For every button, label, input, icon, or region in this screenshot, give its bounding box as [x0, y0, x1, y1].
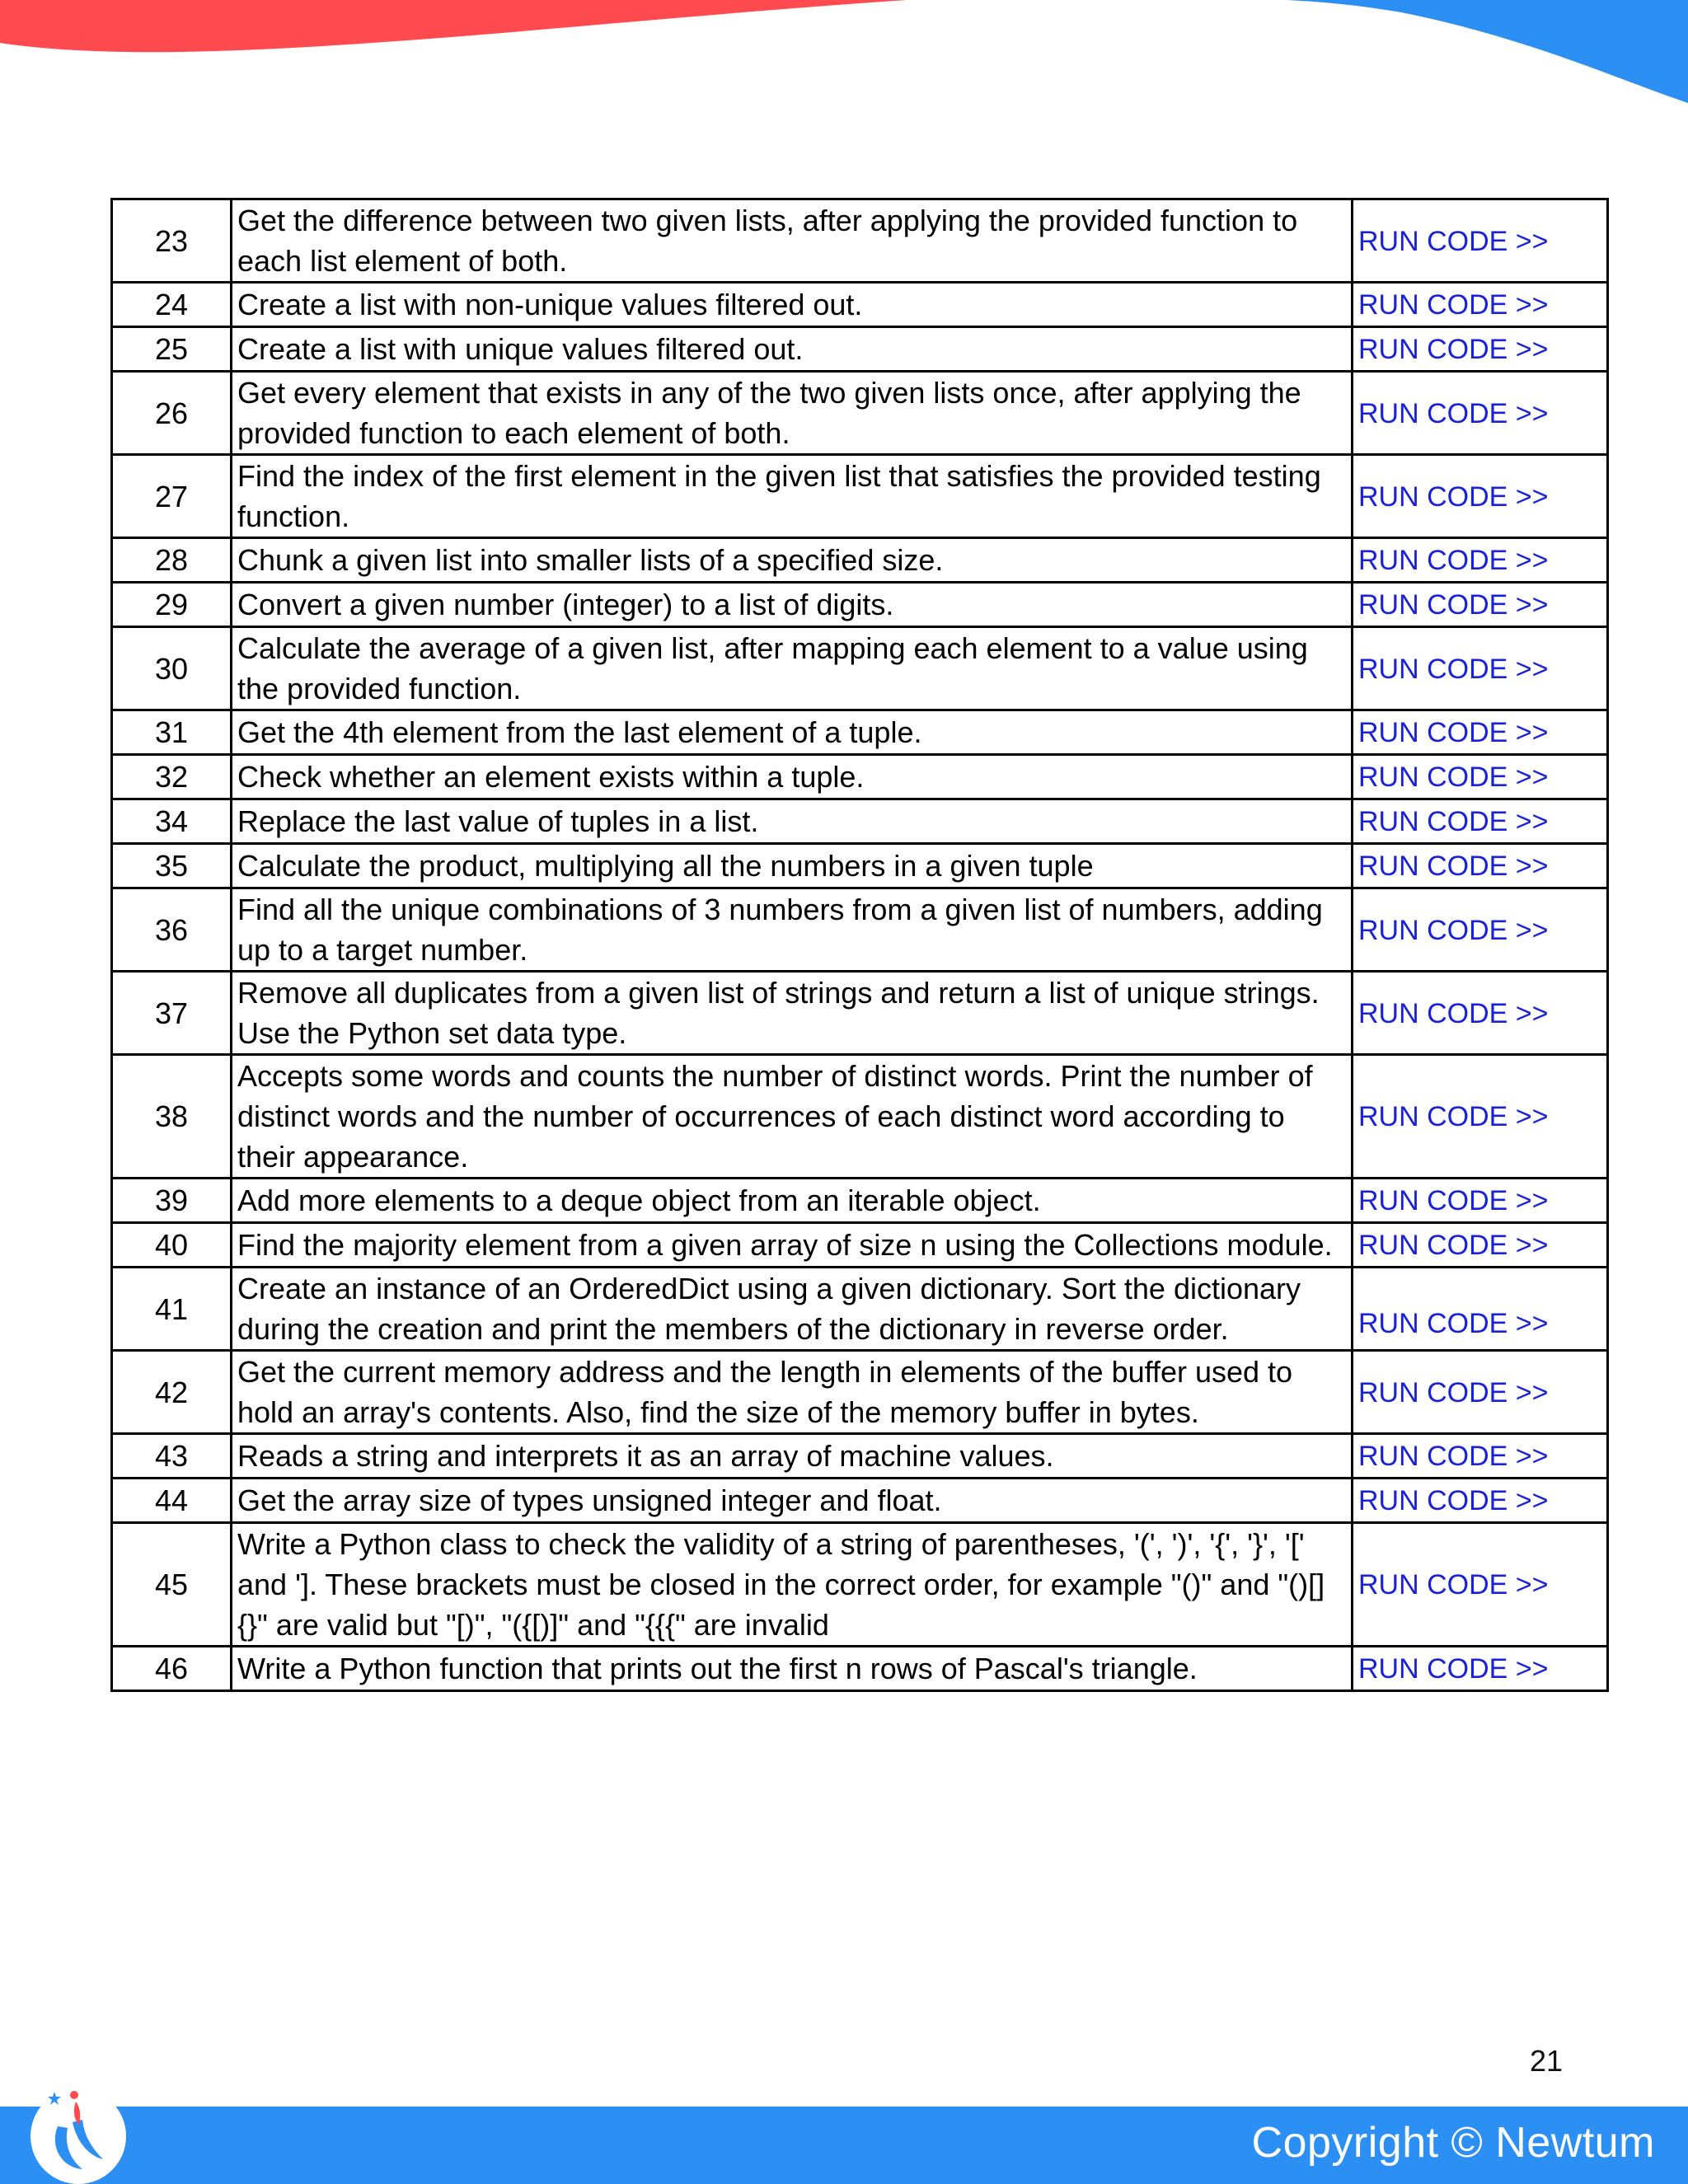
exercise-description: Calculate the product, multiplying all the numbers in a given tuple	[232, 844, 1353, 888]
exercise-description: Find the index of the first element in the given list that satisfies the provided testing function.	[232, 455, 1353, 538]
run-code-link[interactable]: RUN CODE >>	[1358, 480, 1549, 513]
table-row	[112, 888, 1608, 972]
exercise-number: 34	[112, 799, 232, 844]
run-code-link[interactable]: RUN CODE >>	[1358, 1230, 1549, 1261]
exercise-description: Get every element that exists in any of the two given lists once, after applying the provided function to each element of both.	[232, 372, 1353, 455]
exercise-description: Get the difference between two given lists, after applying the provided function to each list element of both.	[232, 199, 1353, 283]
exercise-description: Add more elements to a deque object from an iterable object.	[232, 1179, 1353, 1223]
table-row	[112, 1523, 1608, 1647]
exercise-number: 27	[112, 455, 232, 538]
table-row	[112, 1351, 1608, 1434]
exercise-number: 40	[112, 1223, 232, 1268]
exercise-number: 43	[112, 1434, 232, 1479]
table-row	[112, 755, 1608, 799]
table-row	[112, 1268, 1608, 1351]
run-code-link[interactable]: RUN CODE >>	[1358, 653, 1549, 685]
run-code-link[interactable]: RUN CODE >>	[1358, 717, 1549, 748]
exercise-number: 36	[112, 888, 232, 972]
run-code-link[interactable]: RUN CODE >>	[1358, 1101, 1549, 1132]
exercise-description: Convert a given number (integer) to a list of digits.	[232, 583, 1353, 627]
run-code-link[interactable]: RUN CODE >>	[1358, 545, 1549, 576]
exercise-table-container	[110, 198, 1597, 1692]
exercise-number: 29	[112, 583, 232, 627]
table-row	[112, 1055, 1608, 1179]
exercise-number: 30	[112, 627, 232, 710]
run-code-link[interactable]: RUN CODE >>	[1358, 1569, 1549, 1601]
run-code-link[interactable]: RUN CODE >>	[1358, 1441, 1549, 1472]
table-row	[112, 844, 1608, 888]
run-code-link[interactable]: RUN CODE >>	[1358, 762, 1549, 793]
exercise-number: 28	[112, 538, 232, 583]
run-code-link[interactable]: RUN CODE >>	[1358, 914, 1549, 946]
top-wave-decoration	[0, 0, 1688, 115]
table-row	[112, 583, 1608, 627]
table-row	[112, 327, 1608, 372]
run-code-link[interactable]: RUN CODE >>	[1358, 1376, 1549, 1408]
exercise-number: 32	[112, 755, 232, 799]
exercise-description: Find the majority element from a given array of size n using the Collections module.	[232, 1223, 1353, 1268]
exercise-number: 39	[112, 1179, 232, 1223]
exercise-description: Accepts some words and counts the number of distinct words. Print the number of distinct words and the number of occurrences of each distinct word according to their appearance.	[232, 1055, 1353, 1179]
exercise-description: Get the current memory address and the length in elements of the buffer used to hold an array's contents. Also, find the size of the memory buffer in bytes.	[232, 1351, 1353, 1434]
run-code-link[interactable]: RUN CODE >>	[1358, 806, 1549, 837]
table-row	[112, 372, 1608, 455]
exercise-description: Create an instance of an OrderedDict using a given dictionary. Sort the dictionary during the creation and print the members of the dictionary in reverse order.	[232, 1268, 1353, 1351]
exercise-description: Create a list with unique values filtered out.	[232, 327, 1353, 372]
exercise-description: Reads a string and interprets it as an array of machine values.	[232, 1434, 1353, 1479]
page-number: 21	[1529, 2044, 1563, 2078]
exercise-number: 41	[112, 1268, 232, 1351]
exercise-number: 35	[112, 844, 232, 888]
exercise-description: Check whether an element exists within a tuple.	[232, 755, 1353, 799]
copyright-text: Copyright © Newtum	[1251, 2119, 1655, 2167]
run-code-link[interactable]: RUN CODE >>	[1358, 1185, 1549, 1216]
run-code-link[interactable]: RUN CODE >>	[1358, 589, 1549, 621]
exercise-number: 23	[112, 199, 232, 283]
exercise-table	[110, 198, 1609, 1692]
exercise-description: Chunk a given list into smaller lists of a specified size.	[232, 538, 1353, 583]
exercise-number: 24	[112, 283, 232, 327]
run-code-link[interactable]: RUN CODE >>	[1358, 289, 1549, 321]
exercise-description: Replace the last value of tuples in a list.	[232, 799, 1353, 844]
run-code-link[interactable]: RUN CODE >>	[1358, 851, 1549, 882]
run-code-link[interactable]: RUN CODE >>	[1358, 1485, 1549, 1516]
exercise-number: 31	[112, 710, 232, 755]
run-code-link[interactable]: RUN CODE >>	[1358, 225, 1549, 257]
exercise-description: Remove all duplicates from a given list of strings and return a list of unique strings. Use the Python set data type.	[232, 972, 1353, 1055]
exercise-number: 37	[112, 972, 232, 1055]
run-code-link[interactable]: RUN CODE >>	[1358, 397, 1549, 429]
newtum-logo-icon	[25, 2077, 132, 2184]
table-row	[112, 627, 1608, 710]
exercise-number: 25	[112, 327, 232, 372]
table-row	[112, 455, 1608, 538]
table-row	[112, 710, 1608, 755]
exercise-description: Calculate the average of a given list, after mapping each element to a value using the provided function.	[232, 627, 1353, 710]
exercise-description: Create a list with non-unique values filtered out.	[232, 283, 1353, 327]
table-row	[112, 1179, 1608, 1223]
run-code-link[interactable]: RUN CODE >>	[1358, 1653, 1549, 1685]
exercise-description: Write a Python function that prints out the first n rows of Pascal's triangle.	[232, 1647, 1353, 1691]
exercise-description: Get the 4th element from the last element of a tuple.	[232, 710, 1353, 755]
run-code-link[interactable]: RUN CODE >>	[1358, 334, 1549, 365]
exercise-number: 45	[112, 1523, 232, 1647]
table-row	[112, 1479, 1608, 1523]
exercise-number: 26	[112, 372, 232, 455]
run-code-link[interactable]: RUN CODE >>	[1358, 997, 1549, 1029]
top-blue-wave	[1286, 0, 1688, 103]
run-code-link[interactable]: RUN CODE >>	[1358, 1308, 1549, 1339]
table-row	[112, 1647, 1608, 1691]
exercise-description: Write a Python class to check the validity of a string of parentheses, '(', ')', '{', '}', '[' and ']. These brackets must be closed in the correct order, for example "()" and "()[]{}" are valid but "[)", "({[)]" and "{{{" are invalid	[232, 1523, 1353, 1647]
top-red-wave	[0, 0, 907, 52]
table-row	[112, 283, 1608, 327]
table-row	[112, 199, 1608, 283]
exercise-number: 46	[112, 1647, 232, 1691]
table-row	[112, 1434, 1608, 1479]
exercise-number: 38	[112, 1055, 232, 1179]
table-row	[112, 799, 1608, 844]
table-row	[112, 1223, 1608, 1268]
exercise-number: 44	[112, 1479, 232, 1523]
table-row	[112, 538, 1608, 583]
exercise-description: Get the array size of types unsigned integer and float.	[232, 1479, 1353, 1523]
exercise-description: Find all the unique combinations of 3 numbers from a given list of numbers, adding up to a target number.	[232, 888, 1353, 972]
table-row	[112, 972, 1608, 1055]
exercise-number: 42	[112, 1351, 232, 1434]
